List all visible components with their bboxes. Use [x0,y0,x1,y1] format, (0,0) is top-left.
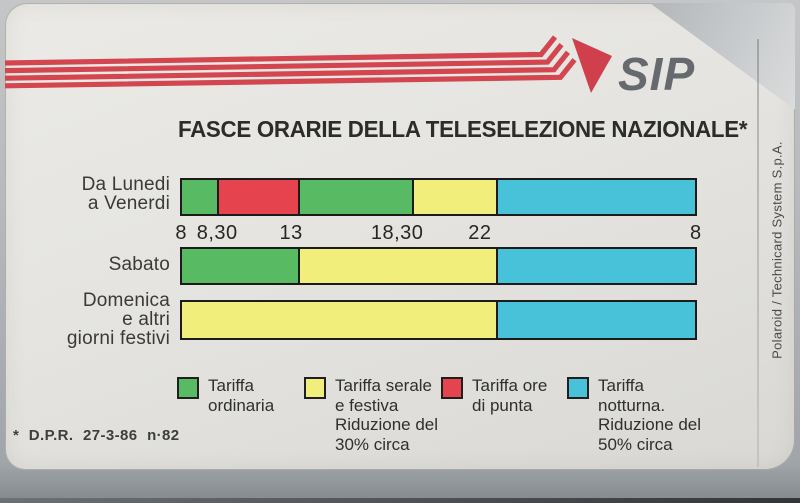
card-ridge-line [757,39,759,467]
phone-card [5,3,795,470]
bar-segment-serale [182,302,496,338]
bar-segment-ordinaria [182,249,298,283]
bar-segment-serale [412,180,496,214]
manufacturer-credit: Polaroid / Technicard System S.p.A. [769,141,785,359]
legend-item-punta [441,376,547,415]
bar-segment-notturna [496,249,695,283]
legend-swatch-notturna [567,377,589,399]
tariff-bar-row-2 [180,247,697,285]
legend-label: Tariffa ordinaria [208,376,275,415]
legend-swatch-punta [441,377,463,399]
bar-segment-notturna [496,180,695,214]
axis-tick: 8 [690,222,702,244]
axis-tick: 8,30 [196,222,238,244]
bar-segment-notturna [496,302,695,338]
axis-tick: 13 [279,222,303,244]
bar-segment-ordinaria [298,180,412,214]
legend-item-notturna [567,376,701,454]
sip-logo-text: SIP [618,48,696,100]
legend-label: Tariffa ore di punta [472,376,548,415]
legend-item-ordinaria [177,376,274,415]
page-title: FASCE ORARIE DELLA TELESELEZIONE NAZIONALE* [178,116,748,142]
legend-label: Tariffa notturna. Riduzione del 50% circa [598,376,702,454]
footnote: * D.P.R. 27-3-86 n·82 [13,427,180,444]
row-label: Sabato [108,254,170,275]
card-bottom-shadow [0,498,800,503]
axis-tick: 8 [175,222,187,244]
row-label: Da Lunedi a Venerdi [81,174,170,214]
legend-label: Tariffa serale e festiva Riduzione del 30% circa [335,376,439,454]
tariff-bar-row-1 [180,178,697,216]
row-label: Domenica e altri giorni festivi [66,290,170,349]
x-axis-ticks [175,222,702,246]
tariff-bar-row-3 [180,300,697,340]
legend-swatch-ordinaria [177,377,199,399]
bar-segment-serale [298,249,497,283]
axis-tick: 22 [468,222,492,244]
bar-segment-ordinaria [182,180,217,214]
bar-segment-punta [217,180,299,214]
legend-swatch-serale [304,377,326,399]
tariff-chart [66,3,702,363]
legend [177,376,752,468]
legend-item-serale [304,376,438,454]
axis-tick: 18,30 [370,222,424,244]
